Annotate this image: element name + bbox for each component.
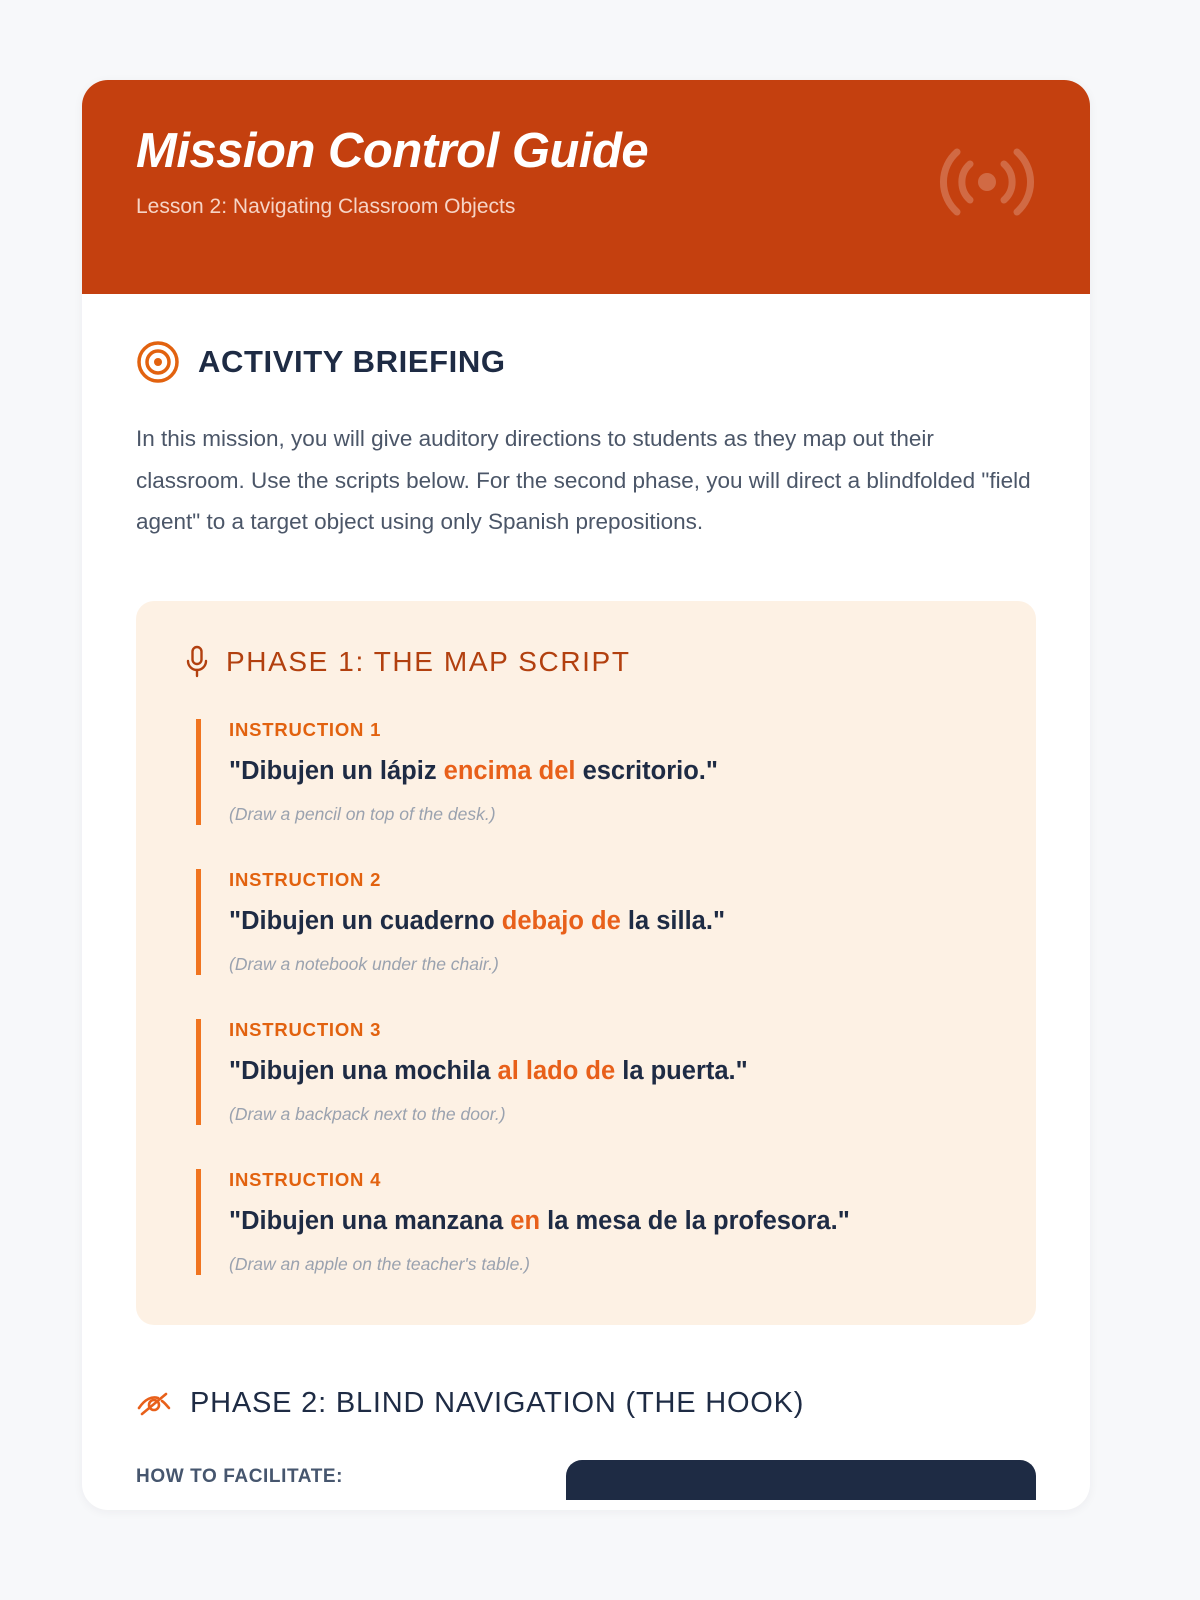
instruction-text-before: "Dibujen una manzana	[229, 1207, 511, 1236]
microphone-icon	[184, 645, 210, 679]
broadcast-icon	[932, 136, 1042, 228]
instruction-label: INSTRUCTION 4	[229, 1169, 382, 1191]
instruction-preposition: encima del	[443, 756, 576, 785]
target-icon	[136, 340, 180, 384]
instruction-translation: (Draw a backpack next to the door.)	[229, 1104, 506, 1125]
facilitate-label: HOW TO FACILITATE:	[136, 1466, 344, 1488]
instruction-item	[196, 719, 988, 825]
phase-2-title: PHASE 2: BLIND NAVIGATION (THE HOOK)	[190, 1387, 805, 1420]
instruction-label: INSTRUCTION 3	[229, 1019, 382, 1041]
instruction-label: INSTRUCTION 2	[229, 869, 382, 891]
instruction-spanish	[229, 905, 988, 938]
instruction-preposition: al lado de	[497, 1057, 616, 1086]
facilitate-row	[136, 1460, 1036, 1500]
instruction-item	[196, 1019, 988, 1125]
instruction-preposition: en	[510, 1207, 541, 1236]
phase-1-panel	[136, 601, 1036, 1326]
guide-card	[82, 80, 1090, 1510]
phase-2-header	[136, 1387, 1036, 1420]
instruction-text-before: "Dibujen un lápiz	[229, 756, 444, 785]
eye-off-icon	[136, 1390, 172, 1418]
activity-briefing-header	[136, 340, 1036, 384]
instruction-label: INSTRUCTION 1	[229, 718, 382, 740]
instruction-translation: (Draw an apple on the teacher's table.)	[229, 1254, 531, 1275]
phase-1-title: PHASE 1: THE MAP SCRIPT	[226, 645, 631, 677]
instruction-spanish	[229, 1205, 988, 1238]
instruction-preposition: debajo de	[501, 907, 621, 936]
instruction-text-after: la silla."	[620, 907, 726, 936]
card-header	[82, 80, 1090, 294]
instruction-spanish	[229, 1055, 988, 1088]
phase-1-header	[184, 645, 988, 679]
lesson-subtitle: Lesson 2: Navigating Classroom Objects	[136, 195, 516, 219]
instruction-text-before: "Dibujen un cuaderno	[229, 907, 502, 936]
instruction-item	[196, 1169, 988, 1275]
section-title: ACTIVITY BRIEFING	[198, 344, 506, 379]
briefing-text: In this mission, you will give auditory directions to students as they map out their classroom. Use the scripts below. For the second phase, you will direct a blindfolded "field agent" to a target object using only Spanish prepositions.	[136, 426, 1031, 535]
instruction-text-after: escritorio."	[575, 756, 718, 785]
instruction-translation: (Draw a notebook under the chair.)	[229, 954, 499, 975]
instruction-text-before: "Dibujen una mochila	[229, 1057, 498, 1086]
facilitate-callout-panel	[566, 1460, 1036, 1500]
instruction-spanish	[229, 755, 988, 788]
card-body	[82, 294, 1090, 1510]
instruction-text-after: la mesa de la profesora."	[540, 1207, 850, 1236]
instruction-translation: (Draw a pencil on top of the desk.)	[229, 804, 496, 825]
instruction-text-after: la puerta."	[615, 1057, 748, 1086]
page-title: Mission Control Guide	[136, 124, 649, 178]
instruction-item	[196, 869, 988, 975]
